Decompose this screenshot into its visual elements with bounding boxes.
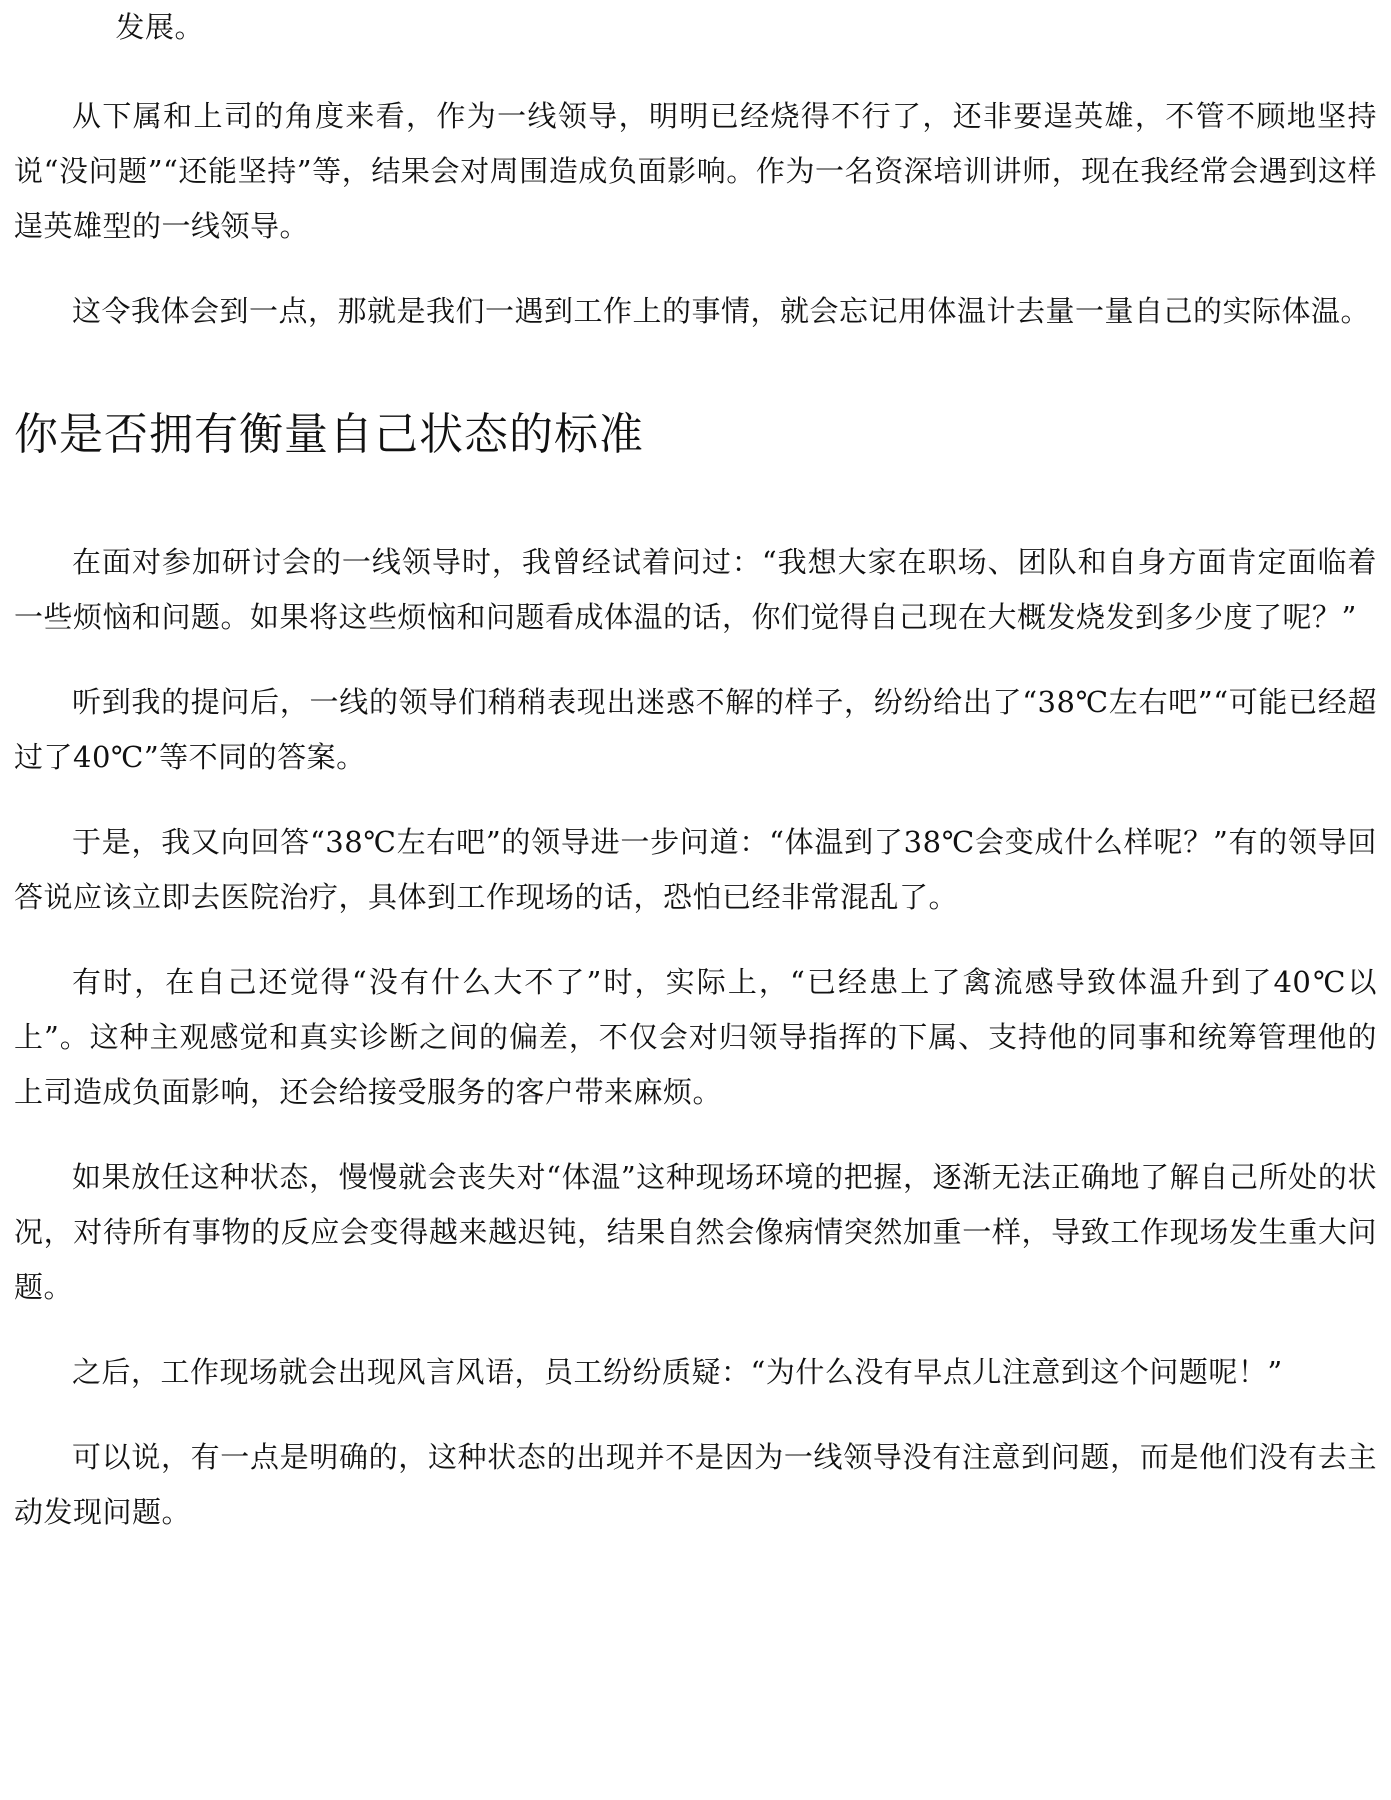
paragraph-continuation: 发展。 [115,10,204,44]
paragraph-2: 这令我体会到一点，那就是我们一遇到工作上的事情，就会忘记用体温计去量一量自己的实际体温。 [72,294,1371,328]
paragraph-9: 可以说，有一点是明确的，这种状态的出现并不是因为一线领导没有注意到问题，而是他们没有去主动发现问题。 [14,1440,1377,1529]
paragraph-4: 听到我的提问后，一线的领导们稍稍表现出迷惑不解的样子，纷纷给出了“38℃左右吧”“可能已经超过了40℃”等不同的答案。 [14,685,1377,774]
paragraph-8: 之后，工作现场就会出现风言风语，员工纷纷质疑：“为什么没有早点儿注意到这个问题呢！” [72,1355,1283,1389]
paragraph-7: 如果放任这种状态，慢慢就会丧失对“体温”这种现场环境的把握，逐渐无法正确地了解自己所处的状况，对待所有事物的反应会变得越来越迟钝，结果自然会像病情突然加重一样，导致工作现场发生重大问题。 [14,1160,1377,1304]
paragraph-3: 在面对参加研讨会的一线领导时，我曾经试着问过：“我想大家在职场、团队和自身方面肯定面临着一些烦恼和问题。如果将这些烦恼和问题看成体温的话，你们觉得自己现在大概发烧发到多少度了呢？” [14,545,1377,634]
paragraph-1: 从下属和上司的角度来看，作为一线领导，明明已经烧得不行了，还非要逞英雄，不管不顾地坚持说“没问题”“还能坚持”等，结果会对周围造成负面影响。作为一名资深培训讲师，现在我经常会遇到这样逞英雄型的一线领导。 [14,99,1377,243]
section-heading: 你是否拥有衡量自己状态的标准 [14,409,644,460]
paragraph-5: 于是，我又向回答“38℃左右吧”的领导进一步问道：“体温到了38℃会变成什么样呢？”有的领导回答说应该立即去医院治疗，具体到工作现场的话，恐怕已经非常混乱了。 [14,825,1377,914]
paragraph-6: 有时，在自己还觉得“没有什么大不了”时，实际上，“已经患上了禽流感导致体温升到了40℃以上”。这种主观感觉和真实诊断之间的偏差，不仅会对归领导指挥的下属、支持他的同事和统筹管理他的上司造成负面影响，还会给接受服务的客户带来麻烦。 [14,965,1377,1109]
